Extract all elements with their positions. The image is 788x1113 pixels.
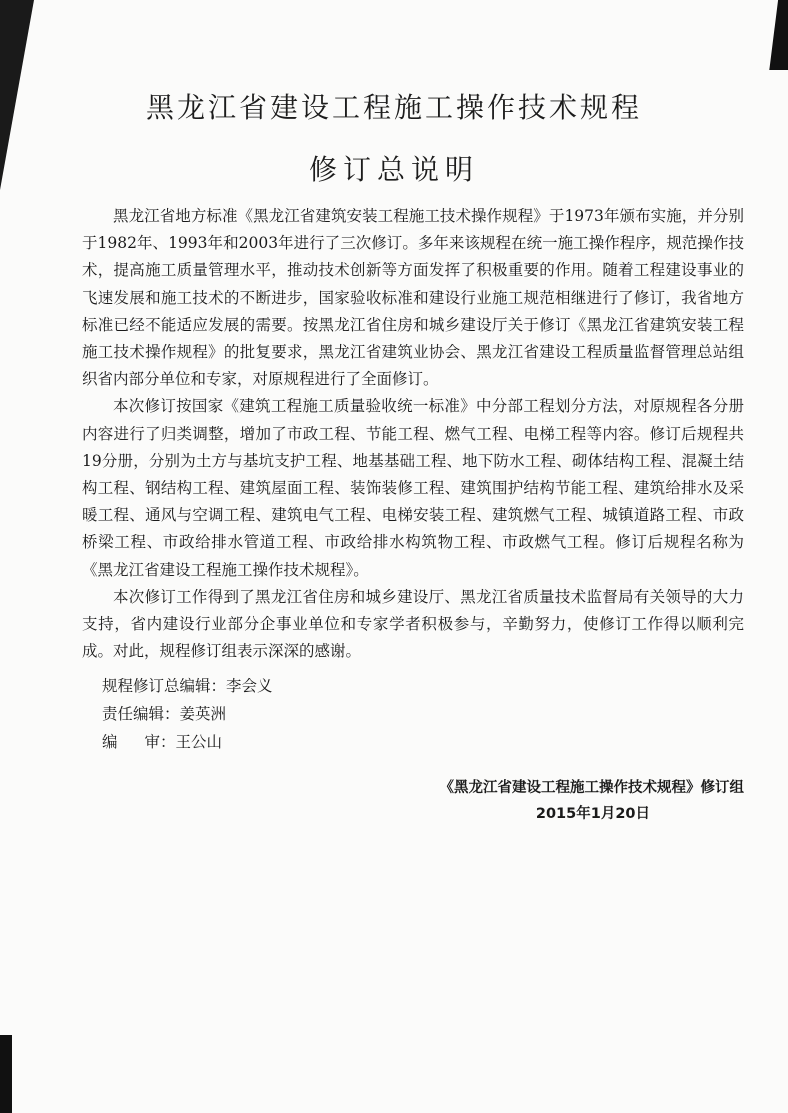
paragraph: 本次修订按国家《建筑工程施工质量验收统一标准》中分部工程划分方法，对原规程各分册内容进行了归类调整，增加了市政工程、节能工程、燃气工程、电梯工程等内容。修订后规程共19分册，分别为土方与基坑支护工程、地基基础工程、地下防水工程、砌体结构工程、混凝土结构工程、钢结构工程、建筑屋面工程、装饰装修工程、建筑围护结构节能工程、建筑给排水及采暖工程、通风与空调工程、建筑电气工程、电梯安装工程、建筑燃气工程、城镇道路工程、市政桥梁工程、市政给排水管道工程、市政给排水构筑物工程、市政燃气工程。修订后规程名称为《黑龙江省建设工程施工操作技术规程》。 — [82, 397, 744, 579]
responsible-editor-label: 责任编辑： — [102, 705, 180, 723]
reviewer-label-part: 审： — [144, 733, 176, 751]
paragraph: 黑龙江省地方标准《黑龙江省建筑安装工程施工技术操作规程》于1973年颁布实施，并分别于1982年、1993年和2003年进行了三次修订。多年来该规程在统一施工操作程序，规范操作技术，提高施工质量管理水平，推动技术创新等方面发挥了积极重要的作用。随着工程建设事业的飞速发展和施工技术的不断进步，国家验收标准和建设行业施工规范相继进行了修订，我省地方标准已经不能适应发展的需要。按黑龙江省住房和城乡建设厅关于修订《黑龙江省建筑安装工程施工技术操作规程》的批复要求，黑龙江省建筑业协会、黑龙江省建设工程质量监督管理总站组织省内部分单位和专家，对原规程进行了全面修订。 — [82, 207, 744, 389]
chief-editor-line — [82, 672, 482, 700]
scan-edge-shadow — [766, 0, 788, 70]
paragraph: 本次修订工作得到了黑龙江省住房和城乡建设厅、黑龙江省质量技术监督局有关领导的大力支持，省内建设行业部分企事业单位和专家学者积极参与，辛勤努力，使修订工作得以顺利完成。对此，规程修订组表示深深的感谢。 — [82, 587, 744, 661]
signature-organization: 《黑龙江省建设工程施工操作技术规程》修订组 — [439, 780, 744, 796]
chief-editor-name: 李会义 — [226, 677, 273, 695]
document-title: 黑龙江省建设工程施工操作技术规程 — [145, 91, 642, 124]
chief-editor-label: 规程修订总编辑： — [102, 677, 227, 695]
document-subtitle: 修订总说明 — [308, 153, 479, 186]
document-body — [82, 203, 744, 665]
responsible-editor-name: 姜英洲 — [179, 705, 227, 723]
scan-edge-shadow — [0, 1035, 12, 1113]
reviewer-label-part: 编 — [102, 733, 145, 751]
signature-date: 2015年1月20日 — [535, 806, 650, 822]
reviewer-line — [82, 728, 482, 756]
reviewer-name: 王公山 — [175, 733, 223, 751]
credits-block — [82, 672, 482, 756]
responsible-editor-line — [82, 700, 482, 728]
